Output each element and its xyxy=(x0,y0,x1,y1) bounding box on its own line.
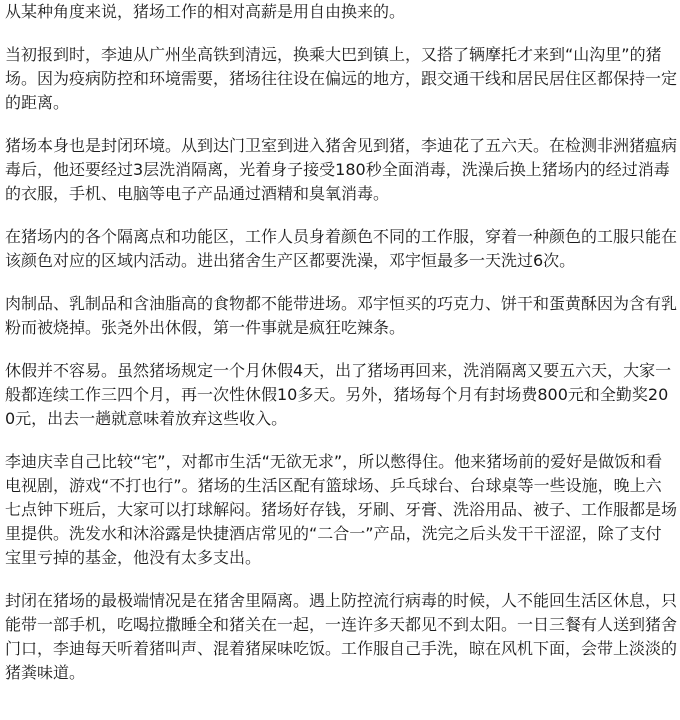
paragraph-1: 从某种角度来说，猪场工作的相对高薪是用自由换来的。 xyxy=(5,2,406,21)
paragraph-4: 在猪场内的各个隔离点和功能区，工作人员身着颜色不同的工作服，穿着一种颜色的工服只能在该颜色对应的区域内活动。进出猪舍生产区都要洗澡，邓宇恒最多一天洗过6次。 xyxy=(5,227,678,270)
paragraph-8: 封闭在猪场的最极端情况是在猪舍里隔离。遇上防控流行病毒的时候，人不能回生活区休息，只能带一部手机，吃喝拉撒睡全和猪关在一起，一连许多天都见不到太阳。一日三餐有人送到猪舍门口，李迪每天听着猪叫声、混着猪屎味吃饭。工作服自己手洗，晾在风机下面，会带上淡淡的猪粪味道。 xyxy=(5,591,678,682)
paragraph-3: 猪场本身也是封闭环境。从到达门卫室到进入猪舍见到猪，李迪花了五六天。在检测非洲猪瘟病毒后，他还要经过3层洗消隔离，光着身子接受180秒全面消毒，洗澡后换上猪场内的经过消毒的衣服，手机、电脑等电子产品通过酒精和臭氧消毒。 xyxy=(5,136,678,203)
paragraph-5: 肉制品、乳制品和含油脂高的食物都不能带进场。邓宇恒买的巧克力、饼干和蛋黄酥因为含有乳粉而被烧掉。张尧外出休假，第一件事就是疯狂吃辣条。 xyxy=(5,294,678,337)
paragraph-7: 李迪庆幸自己比较“宅”，对都市生活“无欲无求”，所以憋得住。他来猪场前的爱好是做饭和看电视剧，游戏“不打也行”。猪场的生活区配有篮球场、乒乓球台、台球桌等一些设施，晚上六七点钟下班后，大家可以打球解闷。猪场好存钱，牙刷、牙膏、洗浴用品、被子、工作服都是场里提供。洗发水和沐浴露是快捷酒店常见的“二合一”产品，洗完之后头发干干涩涩，除了支付宝里亏掉的基金，他没有太多支出。 xyxy=(5,452,678,567)
article-body xyxy=(5,0,677,704)
paragraph-6: 休假并不容易。虽然猪场规定一个月休假4天，出了猪场再回来，洗消隔离又要五六天，大家一般都连续工作三四个月，再一次性休假10多天。另外，猪场每个月有封场费800元和全勤奖200元，出去一趟就意味着放弃这些收入。 xyxy=(5,361,672,428)
paragraph-2: 当初报到时，李迪从广州坐高铁到清远，换乘大巴到镇上，又搭了辆摩托才来到“山沟里”的猪场。因为疫病防控和环境需要，猪场往往设在偏远的地方，跟交通干线和居民居住区都保持一定的距离。 xyxy=(5,45,678,112)
